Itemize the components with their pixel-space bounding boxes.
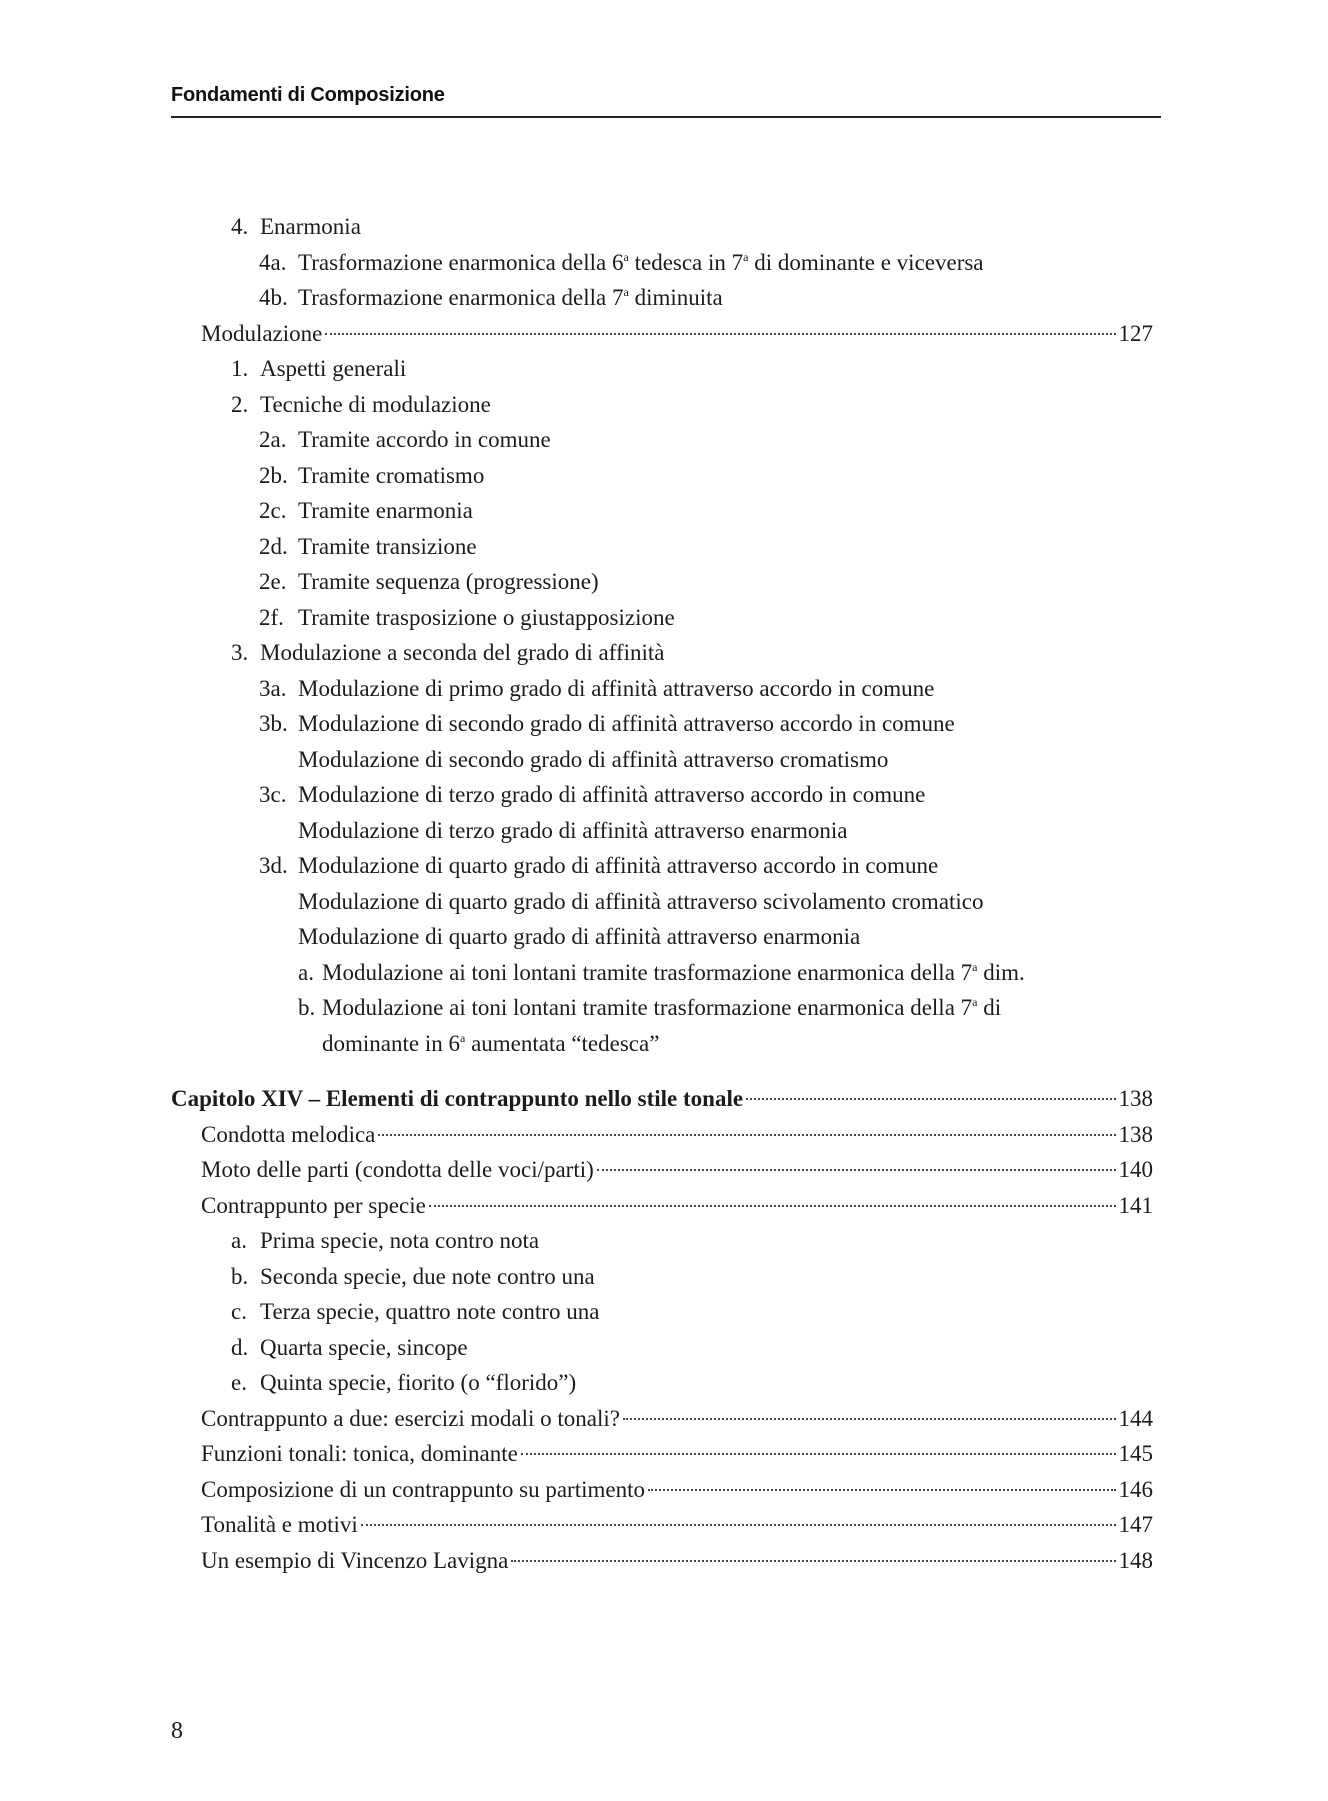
- toc-entry: [0, 564, 1328, 600]
- entry-text: Modulazione a seconda del grado di affinità: [260, 640, 665, 665]
- entry-number: b.: [231, 1263, 249, 1289]
- entry-text: Aspetti generali: [260, 356, 407, 381]
- entry-page: 147: [1118, 1512, 1153, 1537]
- leader-dots: [597, 1169, 1116, 1171]
- toc-entry: [0, 1294, 1328, 1330]
- entry-label: Funzioni tonali: tonica, dominante: [201, 1441, 518, 1466]
- entry-page: 145: [1118, 1441, 1153, 1466]
- toc-entry[interactable]: [0, 1543, 1328, 1579]
- toc-entry: [0, 422, 1328, 458]
- toc-entry[interactable]: [0, 1188, 1328, 1224]
- header-rule: [171, 116, 1161, 118]
- toc-entry: [0, 529, 1328, 565]
- entry-text: Trasformazione enarmonica della 7$^a$ diminuita: [298, 285, 723, 310]
- toc-entry: [0, 919, 1328, 955]
- toc-entry: [0, 600, 1328, 636]
- toc-entry[interactable]: [0, 1472, 1328, 1508]
- toc-entry: [0, 1026, 1328, 1062]
- toc-entry: [0, 1330, 1328, 1366]
- entry-text: Prima specie, nota contro nota: [260, 1228, 540, 1253]
- entry-text: Quinta specie, fiorito (o “florido”): [260, 1370, 577, 1395]
- toc-entry: [0, 706, 1328, 742]
- toc-entry: [0, 777, 1328, 813]
- entry-number: 2d.: [259, 533, 288, 559]
- toc-entry: [0, 671, 1328, 707]
- leader-dots: [429, 1205, 1116, 1207]
- table-of-contents: [0, 209, 1328, 1578]
- leader-dots: [325, 333, 1115, 335]
- toc-chapter-heading[interactable]: [0, 1081, 1328, 1117]
- toc-entry[interactable]: [0, 1401, 1328, 1437]
- entry-page: 140: [1118, 1157, 1153, 1182]
- entry-number: 3c.: [259, 782, 287, 807]
- toc-entry: [0, 635, 1328, 671]
- entry-number: 3d.: [259, 853, 288, 878]
- toc-entry: [0, 493, 1328, 529]
- entry-text: Tramite transizione: [298, 533, 477, 559]
- entry-number: 2b.: [259, 462, 288, 488]
- chapter-title: Capitolo XIV – Elementi di contrappunto nello stile tonale: [171, 1086, 744, 1111]
- entry-label: Condotta melodica: [201, 1121, 376, 1147]
- toc-entry: [0, 990, 1328, 1026]
- entry-text: Modulazione ai toni lontani tramite trasformazione enarmonica della 7$^a$ di: [322, 995, 1002, 1020]
- entry-page: 138: [1118, 1086, 1153, 1111]
- entry-page: 146: [1118, 1476, 1153, 1502]
- entry-text: Modulazione di terzo grado di affinità attraverso accordo in comune: [298, 782, 926, 807]
- toc-entry: [0, 280, 1328, 316]
- leader-dots: [746, 1098, 1115, 1100]
- entry-number: b.: [298, 995, 316, 1020]
- entry-number: 3a.: [259, 675, 287, 701]
- toc-entry: [0, 742, 1328, 778]
- entry-text: Modulazione di primo grado di affinità attraverso accordo in comune: [298, 675, 935, 701]
- entry-label: Moto delle parti (condotta delle voci/parti): [201, 1157, 594, 1182]
- entry-text: Modulazione di secondo grado di affinità attraverso cromatismo: [298, 746, 889, 772]
- entry-text: Modulazione di quarto grado di affinità attraverso accordo in comune: [298, 853, 939, 878]
- toc-entry: [0, 1259, 1328, 1295]
- toc-entry: [0, 351, 1328, 387]
- toc-entry: [0, 458, 1328, 494]
- entry-page: 141: [1118, 1192, 1153, 1218]
- entry-number: 2a.: [259, 427, 287, 452]
- entry-label: Un esempio di Vincenzo Lavigna: [201, 1547, 509, 1573]
- entry-number: d.: [231, 1334, 249, 1360]
- toc-entry-modulazione[interactable]: [0, 316, 1328, 352]
- toc-entry[interactable]: [0, 1507, 1328, 1543]
- entry-page: 127: [1118, 320, 1153, 346]
- entry-number: 4b.: [259, 285, 288, 310]
- toc-entry: [0, 955, 1328, 991]
- toc-entry: [0, 813, 1328, 849]
- entry-number: a.: [298, 959, 314, 985]
- toc-entry[interactable]: [0, 1117, 1328, 1153]
- page-number: 8: [171, 1718, 183, 1744]
- toc-entry: [0, 245, 1328, 281]
- entry-number: 2.: [231, 391, 249, 417]
- header-title: Fondamenti di Composizione: [171, 84, 445, 106]
- entry-label: Composizione di un contrappunto su partimento: [201, 1476, 645, 1502]
- entry-text: Seconda specie, due note contro una: [260, 1263, 595, 1289]
- toc-entry: [0, 209, 1328, 245]
- entry-number: 4.: [231, 214, 249, 239]
- entry-text: Tecniche di modulazione: [260, 391, 491, 417]
- entry-number: 2f.: [259, 604, 284, 630]
- leader-dots: [623, 1418, 1116, 1420]
- entry-text: Tramite sequenza (progressione): [298, 569, 599, 594]
- toc-entry: [0, 884, 1328, 920]
- entry-number: e.: [231, 1370, 247, 1395]
- entry-label: Modulazione: [201, 320, 323, 346]
- entry-text: Tramite cromatismo: [298, 462, 485, 488]
- entry-text: Terza specie, quattro note contro una: [260, 1299, 600, 1324]
- toc-entry: [0, 387, 1328, 423]
- entry-label: Contrappunto per specie: [201, 1192, 426, 1218]
- toc-entry[interactable]: [0, 1152, 1328, 1188]
- entry-page: 144: [1118, 1405, 1153, 1431]
- entry-page: 148: [1118, 1547, 1153, 1573]
- leader-dots: [511, 1560, 1115, 1562]
- entry-page: 138: [1118, 1121, 1153, 1147]
- entry-number: c.: [231, 1299, 247, 1324]
- leader-dots: [378, 1134, 1115, 1136]
- entry-number: 3b.: [259, 711, 288, 736]
- entry-text: Tramite enarmonia: [298, 498, 473, 523]
- entry-number: a.: [231, 1228, 247, 1253]
- entry-number: 3.: [231, 640, 249, 665]
- entry-text: Trasformazione enarmonica della 6$^a$ tedesca in 7$^a$ di dominante e viceversa: [298, 249, 984, 275]
- entry-text: Tramite accordo in comune: [298, 427, 551, 452]
- toc-entry[interactable]: [0, 1436, 1328, 1472]
- entry-text: Modulazione ai toni lontani tramite trasformazione enarmonica della 7$^a$ dim.: [322, 959, 1025, 985]
- entry-text: Enarmonia: [260, 214, 361, 239]
- entry-number: 4a.: [259, 249, 287, 275]
- entry-number: 2e.: [259, 569, 287, 594]
- entry-text: dominante in 6$^a$ aumentata “tedesca”: [322, 1030, 660, 1056]
- leader-dots: [521, 1453, 1116, 1455]
- entry-label: Tonalità e motivi: [201, 1512, 358, 1537]
- entry-text: Modulazione di terzo grado di affinità attraverso enarmonia: [298, 817, 848, 843]
- toc-entry: [0, 1365, 1328, 1401]
- entry-label: Contrappunto a due: esercizi modali o tonali?: [201, 1405, 620, 1431]
- entry-text: Modulazione di quarto grado di affinità attraverso enarmonia: [298, 924, 861, 949]
- toc-entry: [0, 848, 1328, 884]
- toc-entry: [0, 1223, 1328, 1259]
- entry-number: 1.: [231, 356, 249, 381]
- entry-text: Tramite trasposizione o giustapposizione: [298, 604, 675, 630]
- leader-dots: [361, 1524, 1116, 1526]
- entry-text: Modulazione di secondo grado di affinità attraverso accordo in comune: [298, 711, 955, 736]
- entry-text: Modulazione di quarto grado di affinità attraverso scivolamento cromatico: [298, 888, 984, 914]
- entry-number: 2c.: [259, 498, 287, 523]
- entry-text: Quarta specie, sincope: [260, 1334, 468, 1360]
- leader-dots: [648, 1489, 1116, 1491]
